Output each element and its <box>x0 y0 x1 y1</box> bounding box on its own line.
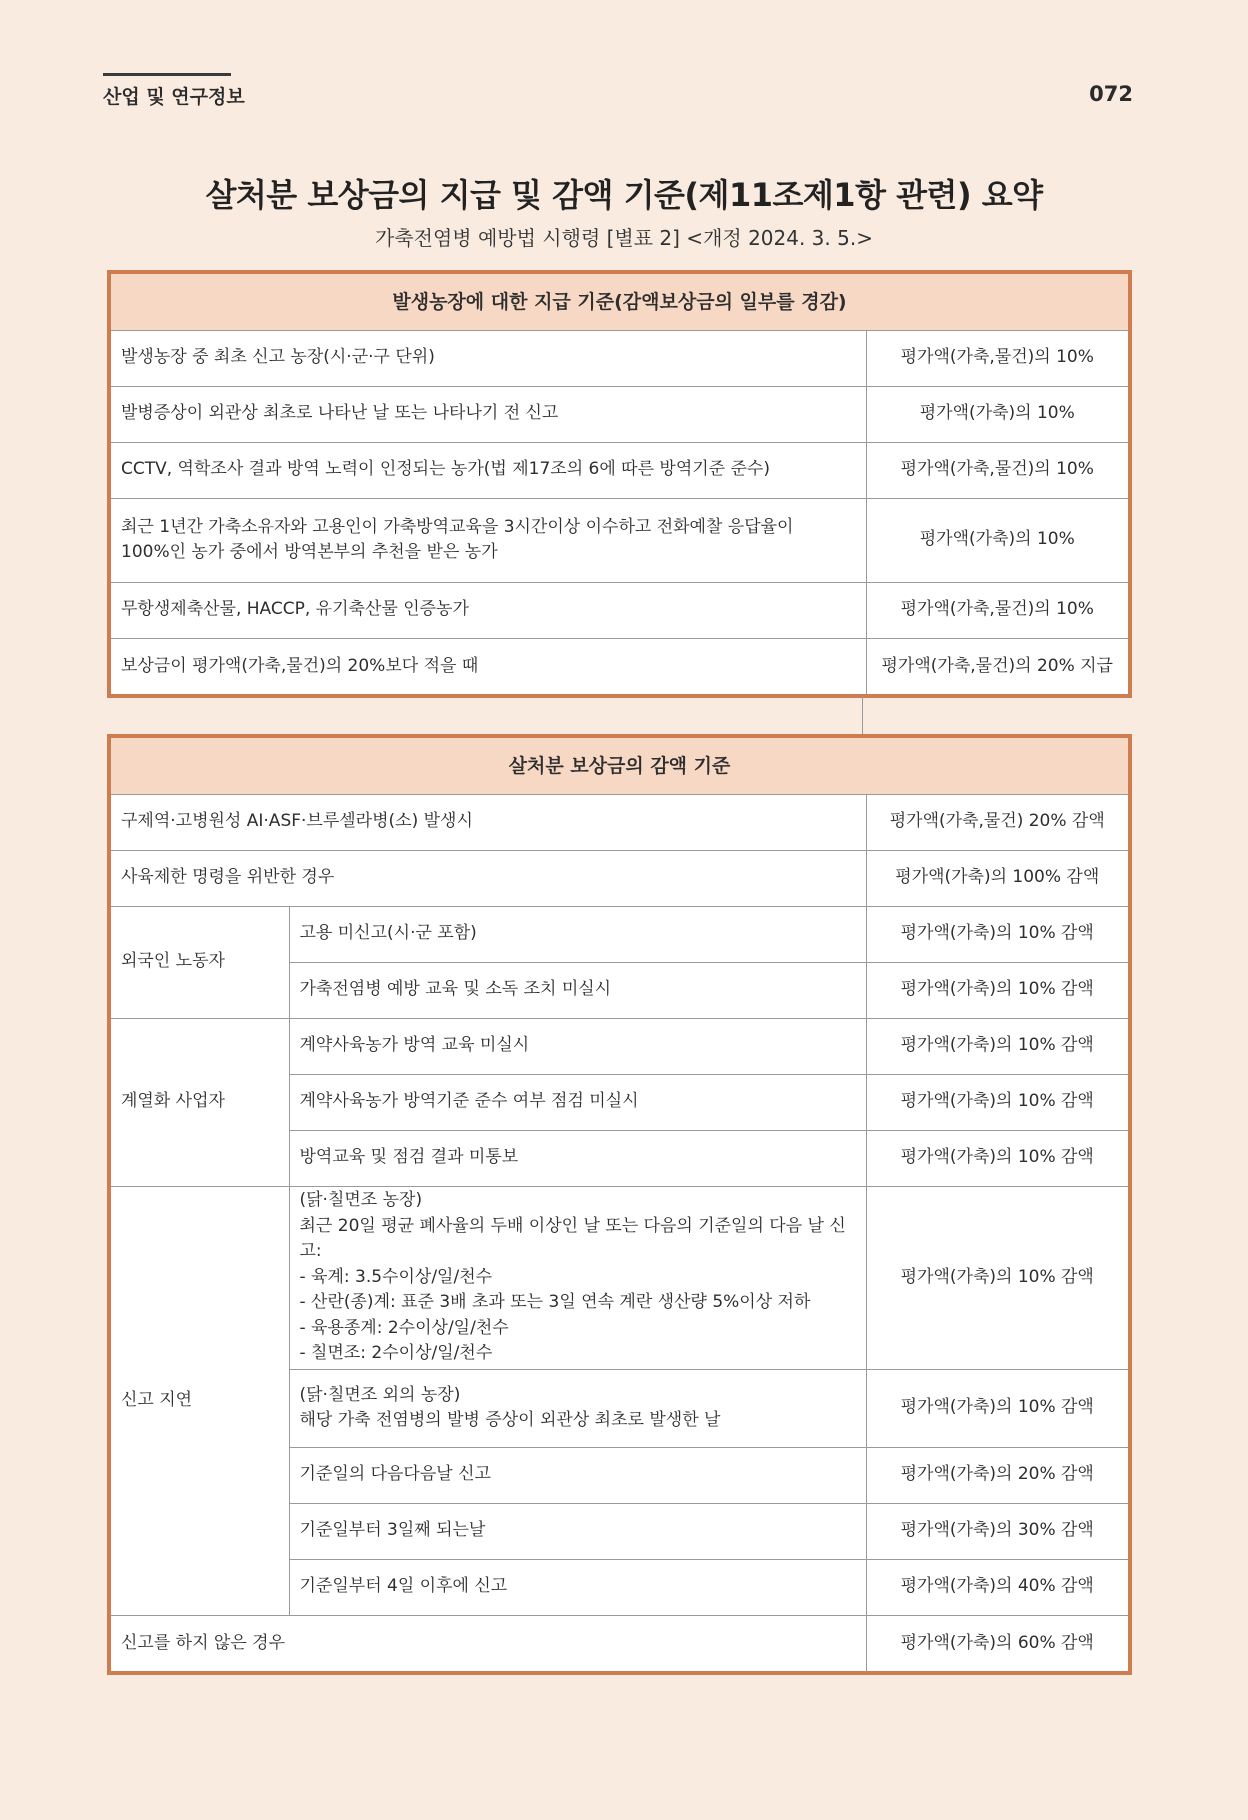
criteria-item: 발생농장 중 최초 신고 농장(시·군·구 단위) <box>111 330 866 386</box>
page-subtitle: 가축전염병 예방법 시행령 [별표 2] <개정 2024. 3. 5.> <box>375 226 873 250</box>
reduction-value: 평가액(가축)의 10% 감액 <box>866 1186 1128 1369</box>
criteria-value: 평가액(가축)의 10% <box>866 498 1128 582</box>
reduction-value: 평가액(가축,물건) 20% 감액 <box>866 794 1128 850</box>
category-label: 외국인 노동자 <box>111 906 289 1018</box>
table-row <box>111 638 1128 694</box>
table-row <box>111 850 1128 906</box>
reduction-item: 방역교육 및 점검 결과 미통보 <box>289 1130 866 1186</box>
reduction-value: 평가액(가축)의 10% 감액 <box>866 1369 1128 1447</box>
reduction-item: 계약사육농가 방역기준 준수 여부 점검 미실시 <box>289 1074 866 1130</box>
reduction-item: 구제역·고병원성 AI·ASF·브루셀라병(소) 발생시 <box>111 794 866 850</box>
reduction-item: (닭·칠면조 농장) 최근 20일 평균 폐사율의 두배 이상인 날 또는 다음의 기준일의 다음 날 신고: - 육계: 3.5수이상/일/천수 - 산란(종)계: 표준 3배 초과 또는 3일 연속 계란 생산량 5%이상 저하 - 육용종계: 2수이상/일/천수 - 칠면조: 2수이상/일/천수 <box>289 1186 866 1369</box>
criteria-value: 평가액(가축)의 10% <box>866 386 1128 442</box>
reduction-item: 기준일부터 4일 이후에 신고 <box>289 1559 866 1615</box>
reduction-value: 평가액(가축)의 10% 감액 <box>866 1130 1128 1186</box>
criteria-item: 보상금이 평가액(가축,물건)의 20%보다 적을 때 <box>111 638 866 694</box>
table-connector-line <box>862 696 863 734</box>
table-row <box>111 498 1128 582</box>
payment-criteria-table <box>107 270 1132 698</box>
table-row <box>111 906 1128 962</box>
reduction-value: 평가액(가축)의 60% 감액 <box>866 1615 1128 1671</box>
page-title: 살처분 보상금의 지급 및 감액 기준(제11조제1항 관련) 요약 <box>205 176 1043 214</box>
reduction-item: 기준일의 다음다음날 신고 <box>289 1447 866 1503</box>
page-number: 072 <box>1089 82 1133 106</box>
table-row <box>111 386 1128 442</box>
reduction-item: 사육제한 명령을 위반한 경우 <box>111 850 866 906</box>
reduction-value: 평가액(가축)의 100% 감액 <box>866 850 1128 906</box>
reduction-item: 신고를 하지 않은 경우 <box>111 1615 866 1671</box>
table-row <box>111 794 1128 850</box>
criteria-item: 무항생제축산물, HACCP, 유기축산물 인증농가 <box>111 582 866 638</box>
table-row <box>111 442 1128 498</box>
reduction-criteria-table <box>107 734 1132 1675</box>
table-row <box>111 1186 1128 1369</box>
table-row <box>111 1018 1128 1074</box>
reduction-value: 평가액(가축)의 10% 감액 <box>866 962 1128 1018</box>
category-label: 계열화 사업자 <box>111 1018 289 1186</box>
reduction-item: 계약사육농가 방역 교육 미실시 <box>289 1018 866 1074</box>
criteria-value: 평가액(가축,물건)의 10% <box>866 442 1128 498</box>
table-row <box>111 1615 1128 1671</box>
reduction-value: 평가액(가축)의 10% 감액 <box>866 906 1128 962</box>
criteria-value: 평가액(가축,물건)의 10% <box>866 330 1128 386</box>
reduction-value: 평가액(가축)의 10% 감액 <box>866 1074 1128 1130</box>
table-row <box>111 330 1128 386</box>
reduction-item: 기준일부터 3일째 되는날 <box>289 1503 866 1559</box>
reduction-value: 평가액(가축)의 10% 감액 <box>866 1018 1128 1074</box>
table-heading: 발생농장에 대한 지급 기준(감액보상금의 일부를 경감) <box>111 274 1128 330</box>
criteria-item: 최근 1년간 가축소유자와 고용인이 가축방역교육을 3시간이상 이수하고 전화예찰 응답율이 100%인 농가 중에서 방역본부의 추천을 받은 농가 <box>111 498 866 582</box>
reduction-value: 평가액(가축)의 30% 감액 <box>866 1503 1128 1559</box>
table-heading: 살처분 보상금의 감액 기준 <box>111 738 1128 794</box>
reduction-item: (닭·칠면조 외의 농장) 해당 가축 전염병의 발병 증상이 외관상 최초로 발생한 날 <box>289 1369 866 1447</box>
table-row <box>111 582 1128 638</box>
reduction-item: 고용 미신고(시·군 포함) <box>289 906 866 962</box>
reduction-value: 평가액(가축)의 40% 감액 <box>866 1559 1128 1615</box>
criteria-value: 평가액(가축,물건)의 10% <box>866 582 1128 638</box>
criteria-item: 발병증상이 외관상 최초로 나타난 날 또는 나타나기 전 신고 <box>111 386 866 442</box>
header-rule <box>103 73 231 76</box>
criteria-value: 평가액(가축,물건)의 20% 지급 <box>866 638 1128 694</box>
category-label: 신고 지연 <box>111 1186 289 1615</box>
reduction-item: 가축전염병 예방 교육 및 소독 조치 미실시 <box>289 962 866 1018</box>
reduction-value: 평가액(가축)의 20% 감액 <box>866 1447 1128 1503</box>
section-label: 산업 및 연구정보 <box>103 86 245 108</box>
criteria-item: CCTV, 역학조사 결과 방역 노력이 인정되는 농가(법 제17조의 6에 따른 방역기준 준수) <box>111 442 866 498</box>
